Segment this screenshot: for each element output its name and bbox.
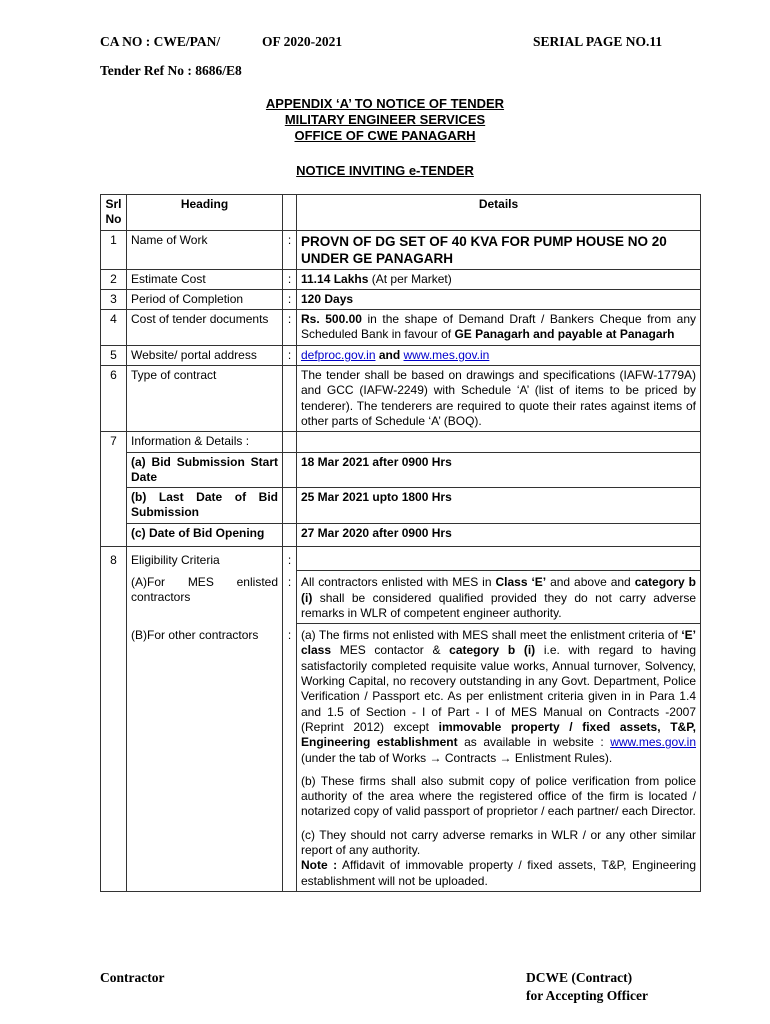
- other-contractors-label: (B)For other contractors: [127, 624, 283, 892]
- contract-year: OF 2020-2021: [262, 34, 343, 49]
- row-srl: 4: [101, 310, 127, 346]
- note-label: Note :: [301, 858, 338, 873]
- criteria-class: Class ‘E’: [495, 575, 547, 590]
- table-row: [101, 230, 701, 269]
- estimate-note: (At per Market): [368, 271, 452, 286]
- row-heading: Eligibility Criteria: [127, 546, 283, 571]
- table-row: [101, 571, 701, 624]
- table-row: [101, 366, 701, 432]
- criteria-category: category b (i): [301, 575, 696, 605]
- row-srl: 6: [101, 366, 127, 432]
- document-cost-text: in the shape of Demand Draft / Bankers Cheque from any Scheduled Bank in favour of: [301, 312, 697, 342]
- header-heading: Heading: [127, 195, 283, 231]
- table-row: [101, 289, 701, 309]
- table-row: [101, 546, 701, 571]
- table-row: [101, 624, 701, 892]
- table-row: [101, 345, 701, 365]
- criteria-exceptions: immovable property / fixed assets, T&P, Engineering establishment: [301, 719, 696, 750]
- mes-link[interactable]: www.mes.gov.in: [403, 347, 490, 362]
- criteria-para-a: [301, 628, 696, 766]
- table-row: [101, 310, 701, 346]
- serial-page-number: SERIAL PAGE NO.11: [533, 34, 663, 49]
- bid-start-date: 18 Mar 2021 after 0900 Hrs: [297, 452, 701, 488]
- row-heading: Type of contract: [127, 366, 283, 432]
- document-cost-payee: GE Panagarh and payable at Panagarh: [454, 327, 675, 342]
- table-row: [101, 452, 701, 488]
- row-colon: :: [283, 310, 297, 346]
- mes-enlisted-label: (A)For MES enlisted contractors: [127, 571, 283, 624]
- ca-number: CA NO : CWE/PAN/: [100, 34, 221, 49]
- notice-title: NOTICE INVITING e-TENDER: [296, 163, 474, 178]
- criteria-text: All contractors enlisted with MES in: [301, 575, 496, 590]
- office-title: OFFICE OF CWE PANAGARH: [294, 128, 476, 143]
- criteria-text: (under the tab of Works → Contracts → Enlistment Rules).: [301, 750, 613, 765]
- bid-start-label: (a) Bid Submission Start Date: [127, 452, 283, 488]
- row-colon: :: [283, 571, 297, 624]
- table-row: [101, 488, 701, 524]
- row-heading: Cost of tender documents: [127, 310, 283, 346]
- contractor-signature: Contractor: [100, 970, 165, 985]
- row-heading: Name of Work: [127, 230, 283, 269]
- criteria-text: (a) The firms not enlisted with MES shall meet the enlistment criteria of: [301, 628, 682, 643]
- criteria-class: ‘E’ class: [301, 628, 696, 658]
- row-heading: Period of Completion: [127, 289, 283, 309]
- row-heading: Estimate Cost: [127, 269, 283, 289]
- accepting-officer: for Accepting Officer: [526, 988, 648, 1003]
- bid-opening-label: (c) Date of Bid Opening: [127, 523, 283, 546]
- row-srl: 3: [101, 289, 127, 309]
- criteria-text: i.e. with regard to having satisfactorily completed requisite value works, Annual turnover, Solvency, Working Capital, no recovery outstanding in any Govt. Department, Police Verification / Passport etc. As per enlistment criteria given in in Para 1.4 and 1.5 of Section - I of Part - I of MES Manual on Contracts -2007 (Reprint 2012) except: [301, 643, 697, 734]
- name-of-work: PROVN OF DG SET OF 40 KVA FOR PUMP HOUSE NO 20 UNDER GE PANAGARH: [297, 230, 701, 269]
- type-of-contract: The tender shall be based on drawings and specifications (IAFW-1779A) and GCC (IAFW-2249) with Schedule ‘A’ (list of items to be priced by tenderer). The tenderers are required to quote their rates against items of other parts of Schedule ‘A’ (BOQ).: [297, 366, 701, 432]
- appendix-title: APPENDIX ‘A’ TO NOTICE OF TENDER: [265, 96, 505, 111]
- bid-last-date: 25 Mar 2021 upto 1800 Hrs: [297, 488, 701, 524]
- row-srl: 1: [101, 230, 127, 269]
- dcwe-signature: DCWE (Contract): [526, 970, 633, 985]
- row-srl: 7: [101, 432, 127, 546]
- row-heading: Website/ portal address: [127, 345, 283, 365]
- header-details: Details: [297, 195, 701, 231]
- criteria-text: shall be considered qualified provided they do not carry adverse remarks in WLR of competent engineer authority.: [301, 590, 696, 620]
- row-srl: 8: [101, 546, 127, 891]
- row-colon: :: [283, 230, 297, 269]
- bid-last-date-label: (b) Last Date of Bid Submission: [127, 488, 283, 524]
- row-colon: :: [283, 345, 297, 365]
- row-heading: Information & Details :: [127, 432, 283, 452]
- criteria-text: MES contactor &: [331, 643, 450, 658]
- row-srl: 2: [101, 269, 127, 289]
- row-colon: :: [283, 289, 297, 309]
- criteria-category: category b (i): [449, 643, 536, 658]
- header-srl: Srl No: [101, 195, 127, 231]
- website-address: [297, 345, 701, 365]
- organization-title: MILITARY ENGINEER SERVICES: [284, 112, 486, 127]
- tender-reference: Tender Ref No : 8686/E8: [100, 63, 242, 78]
- tender-details-table: [100, 194, 701, 892]
- table-row: [101, 523, 701, 546]
- estimate-cost: [297, 269, 701, 289]
- mes-website-link[interactable]: www.mes.gov.in: [610, 735, 697, 750]
- mes-enlisted-criteria: [297, 571, 701, 624]
- link-separator: and: [375, 347, 404, 362]
- document-cost-amount: Rs. 500.00: [301, 312, 362, 327]
- table-header-row: [101, 195, 701, 231]
- period-of-completion: 120 Days: [297, 289, 701, 309]
- criteria-para-c: (c) They should not carry adverse remarks in WLR / or any other similar report of any authority.: [301, 827, 696, 857]
- criteria-text: and above and: [546, 575, 635, 590]
- criteria-para-b: (b) These firms shall also submit copy of police verification from police authority of the area where the registered office of the firm is located / notarized copy of valid passport of proprietor / each partner/ each Director.: [301, 773, 696, 819]
- note-text: Affidavit of immovable property / fixed assets, T&P, Engineering establishment will not be uploaded.: [301, 858, 697, 888]
- row-colon: :: [283, 624, 297, 892]
- criteria-text: as available in website :: [457, 735, 611, 750]
- bid-opening-date: 27 Mar 2020 after 0900 Hrs: [297, 523, 701, 546]
- row-colon: :: [283, 269, 297, 289]
- other-contractors-criteria: [297, 624, 701, 892]
- table-row: [101, 269, 701, 289]
- table-row: [101, 432, 701, 452]
- estimate-amount: 11.14 Lakhs: [301, 271, 369, 286]
- tender-document-cost: [297, 310, 701, 346]
- criteria-note: [301, 858, 696, 889]
- row-srl: 5: [101, 345, 127, 365]
- defproc-link[interactable]: defproc.gov.in: [301, 347, 376, 362]
- row-colon: :: [283, 546, 297, 571]
